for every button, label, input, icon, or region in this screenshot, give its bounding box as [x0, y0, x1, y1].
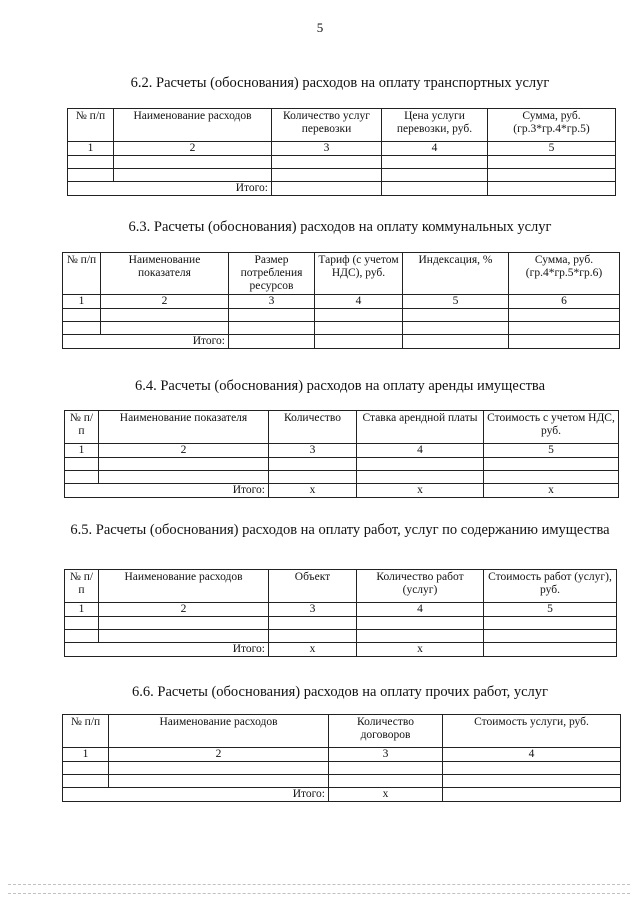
section-title-6-2: 6.2. Расчеты (обоснования) расходов на оплату транспортных услуг: [130, 75, 550, 91]
column-number: 3: [269, 444, 357, 458]
column-header: Стоимость с учетом НДС, руб.: [484, 411, 619, 444]
column-number-row: [65, 444, 619, 458]
total-cell: [229, 335, 315, 349]
table-header-row: [63, 715, 621, 748]
section-title-6-3: 6.3. Расчеты (обоснования) расходов на оплату коммунальных услуг: [128, 219, 552, 235]
column-number: 2: [99, 444, 269, 458]
table-utilities: [62, 252, 620, 349]
table-header-row: [65, 411, 619, 444]
total-cell: x: [329, 788, 443, 802]
column-number: 3: [329, 748, 443, 762]
column-number: 3: [272, 142, 382, 156]
column-number-row: [63, 295, 620, 309]
total-row: [65, 643, 617, 657]
scan-artifact-line: [8, 893, 630, 895]
column-header: Количество: [269, 411, 357, 444]
column-number: 6: [509, 295, 620, 309]
column-header: Наименование расходов: [99, 570, 269, 603]
total-cell: [315, 335, 403, 349]
column-header: Индексация, %: [403, 253, 509, 295]
column-number: 5: [403, 295, 509, 309]
total-row: [63, 335, 620, 349]
total-label: Итого:: [65, 643, 269, 657]
table-maintenance: [64, 569, 617, 657]
total-label: Итого:: [68, 182, 272, 196]
column-header: Объект: [269, 570, 357, 603]
column-header: Цена услуги перевозки, руб.: [382, 109, 488, 142]
table-header-row: [65, 570, 617, 603]
total-cell: [272, 182, 382, 196]
column-number: 3: [269, 603, 357, 617]
table-row: [63, 762, 621, 775]
column-number: 1: [65, 603, 99, 617]
total-cell: x: [269, 643, 357, 657]
column-header: Тариф (с учетом НДС), руб.: [315, 253, 403, 295]
table-row: [65, 617, 617, 630]
column-header: Количество работ (услуг): [357, 570, 484, 603]
table-header-row: [63, 253, 620, 295]
column-number: 2: [114, 142, 272, 156]
column-number: 1: [63, 295, 101, 309]
table-row: [65, 630, 617, 643]
column-number: 5: [488, 142, 616, 156]
total-cell: [443, 788, 621, 802]
table-transport: [67, 108, 616, 196]
section-title-6-4: 6.4. Расчеты (обоснования) расходов на оплату аренды имущества: [134, 378, 546, 394]
table-row: [65, 458, 619, 471]
table-row: [63, 309, 620, 322]
table-row: [68, 169, 616, 182]
page-number: 5: [316, 20, 324, 35]
column-header: № п/п: [63, 253, 101, 295]
table-row: [65, 471, 619, 484]
column-number: 3: [229, 295, 315, 309]
column-header: Наименование расходов: [114, 109, 272, 142]
total-row: [63, 788, 621, 802]
total-cell: x: [357, 484, 484, 498]
table-row: [63, 322, 620, 335]
column-header: Наименование показателя: [99, 411, 269, 444]
scan-artifact-line: [8, 884, 630, 886]
column-number-row: [65, 603, 617, 617]
column-header: Количество услуг перевозки: [272, 109, 382, 142]
column-number: 2: [109, 748, 329, 762]
total-label: Итого:: [63, 788, 329, 802]
section-title-6-5: 6.5. Расчеты (обоснования) расходов на оплату работ, услуг по содержанию имущества: [70, 522, 610, 538]
total-cell: [382, 182, 488, 196]
total-cell: x: [269, 484, 357, 498]
total-cell: [484, 643, 617, 657]
total-row: [65, 484, 619, 498]
column-header: Наименование расходов: [109, 715, 329, 748]
column-header: Размер потребления ресурсов: [229, 253, 315, 295]
column-number: 4: [357, 444, 484, 458]
column-number: 1: [63, 748, 109, 762]
total-cell: [488, 182, 616, 196]
column-number: 4: [357, 603, 484, 617]
column-header: Ставка арендной платы: [357, 411, 484, 444]
column-number: 1: [65, 444, 99, 458]
column-header: № п/п: [63, 715, 109, 748]
column-number: 5: [484, 444, 619, 458]
column-number: 4: [382, 142, 488, 156]
column-header: № п/п: [68, 109, 114, 142]
table-other-services: [62, 714, 621, 802]
table-rent: [64, 410, 619, 498]
column-header: Сумма, руб. (гр.3*гр.4*гр.5): [488, 109, 616, 142]
column-number: 1: [68, 142, 114, 156]
column-header: Количество договоров: [329, 715, 443, 748]
column-number: 4: [443, 748, 621, 762]
column-header: Наименование показателя: [101, 253, 229, 295]
column-number: 2: [99, 603, 269, 617]
total-cell: x: [484, 484, 619, 498]
total-cell: x: [357, 643, 484, 657]
column-number: 5: [484, 603, 617, 617]
table-row: [63, 775, 621, 788]
column-number-row: [68, 142, 616, 156]
column-header: Стоимость работ (услуг), руб.: [484, 570, 617, 603]
table-header-row: [68, 109, 616, 142]
total-row: [68, 182, 616, 196]
column-header: Сумма, руб. (гр.4*гр.5*гр.6): [509, 253, 620, 295]
column-header: Стоимость услуги, руб.: [443, 715, 621, 748]
section-title-6-6: 6.6. Расчеты (обоснования) расходов на оплату прочих работ, услуг: [132, 684, 548, 700]
column-number: 2: [101, 295, 229, 309]
total-cell: [509, 335, 620, 349]
table-row: [68, 156, 616, 169]
total-cell: [403, 335, 509, 349]
total-label: Итого:: [65, 484, 269, 498]
column-number-row: [63, 748, 621, 762]
total-label: Итого:: [63, 335, 229, 349]
column-number: 4: [315, 295, 403, 309]
column-header: № п/п: [65, 411, 99, 444]
column-header: № п/п: [65, 570, 99, 603]
